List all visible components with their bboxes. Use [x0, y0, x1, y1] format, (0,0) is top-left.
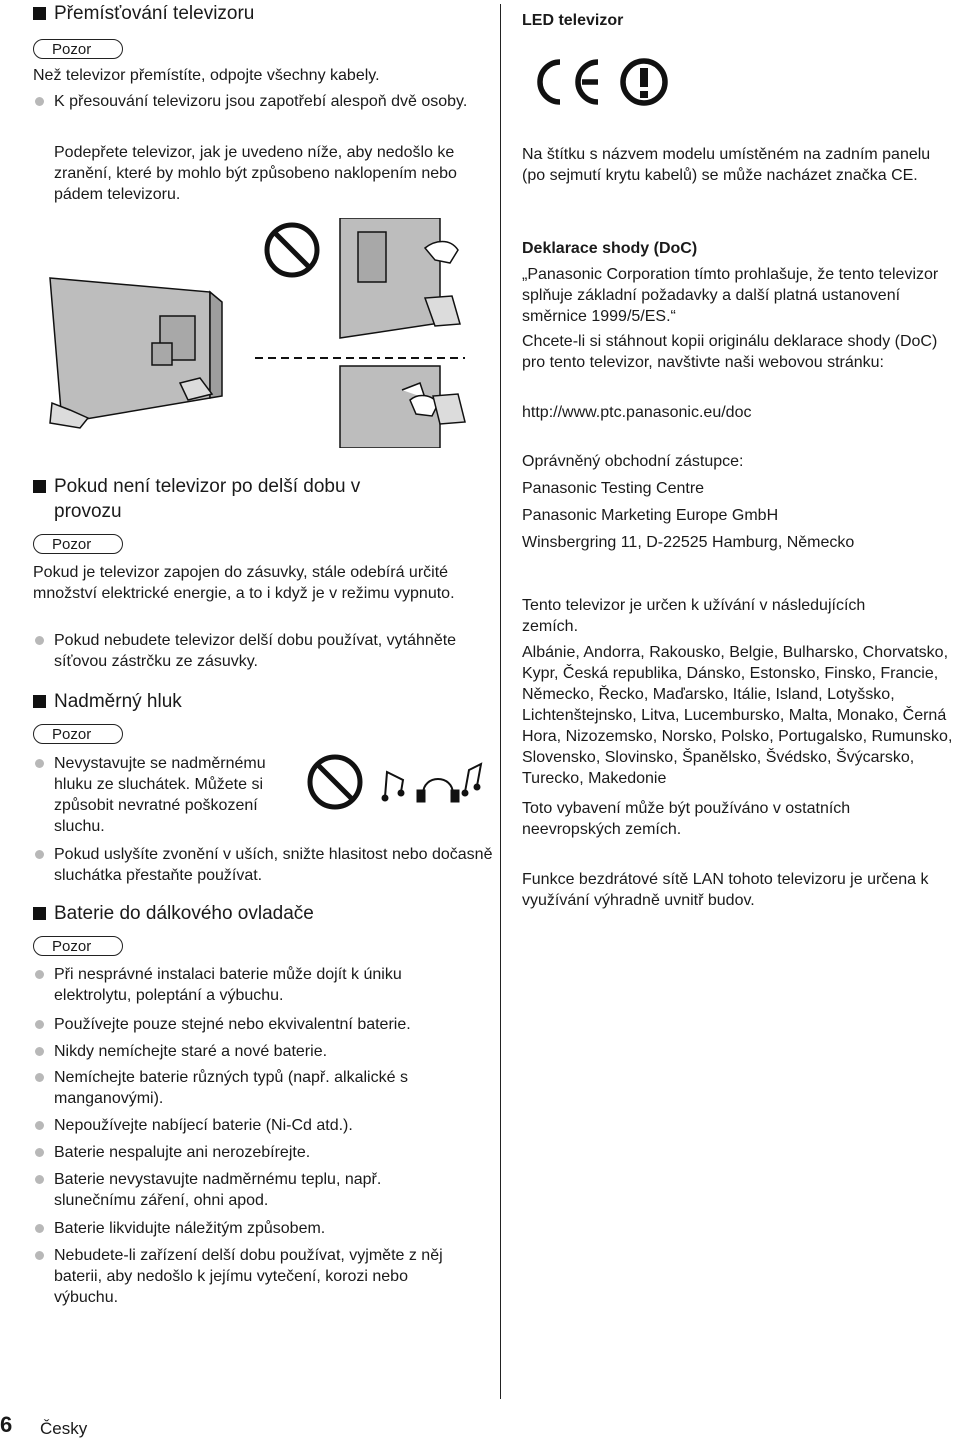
moving-bullet: K přesouvání televizoru jsou zapotřebí alespoň dvě osoby. [33, 91, 474, 112]
doc-url-link[interactable]: http://www.ptc.panasonic.eu/doc [522, 404, 752, 421]
countries-intro: Tento televizor je určen k užívání v následujících zemích. [522, 597, 866, 635]
rep-line-3: Winsbergring 11, D-22525 Hamburg, Německo [522, 534, 855, 551]
battery-bullet: Baterie nespalujte ani nerozebírejte. [33, 1142, 484, 1163]
battery-bullet: Nikdy nemíchejte staré a nové baterie. [33, 1041, 484, 1062]
battery-bullet: Používejte pouze stejné nebo ekvivalentní baterie. [33, 1014, 484, 1035]
heading-text: Nadměrný hluk [54, 691, 182, 712]
section-heading-batteries [33, 901, 314, 926]
other-countries-note: Toto vybavení může být používáno v ostatních neevropských zemích. [522, 800, 851, 838]
rep-line-2: Panasonic Marketing Europe GmbH [522, 507, 779, 524]
moving-intro: Než televizor přemístíte, odpojte všechny kabely. [33, 67, 380, 84]
page-number: 6 [0, 1412, 13, 1437]
unused-intro: Pokud je televizor zapojen do zásuvky, stále odebírá určité množství elektrické energie, a to i když je v režimu vypnuto. [33, 564, 455, 602]
battery-bullet: Baterie nevystavujte nadměrnému teplu, např. slunečnímu záření, ohni apod. [33, 1169, 449, 1211]
caution-label: Pozor [33, 534, 123, 554]
heading-text: Baterie do dálkového ovladače [54, 903, 314, 924]
doc-download-text: Chcete-li si stáhnout kopii originálu deklarace shody (DoC) pro tento televizor, navštivte naši webovou stránku: [522, 333, 938, 371]
tv-moving-illustration [40, 218, 470, 448]
headphones-prohibited-illustration [305, 752, 485, 812]
doc-title: Deklarace shody (DoC) [522, 240, 698, 257]
rep-line-1: Panasonic Testing Centre [522, 480, 705, 497]
rep-label: Oprávněný obchodní zástupce: [522, 453, 744, 470]
wlan-note: Funkce bezdrátové sítě LAN tohoto televizoru je určena k využívání výhradně uvnitř budov. [522, 871, 929, 909]
noise-bullet: Nevystavujte se nadměrnému hluku ze sluchátek. Můžete si způsobit nevratné poškození sluchu. [33, 753, 304, 837]
footer-language: Česky [40, 1419, 88, 1438]
battery-bullet: Nebudete-li zařízení delší dobu používat, vyjměte z něj baterii, aby nedošlo k jejímu vytečení, korozi nebo výbuchu. [33, 1245, 464, 1308]
section-heading-unused [33, 474, 473, 524]
led-tv-title: LED televizor [522, 12, 624, 29]
ce-note: Na štítku s názvem modelu umístěném na zadním panelu (po sejmutí krytu kabelů) se může nacházet značka CE. [522, 146, 931, 184]
heading-text: Přemísťování televizoru [54, 3, 255, 24]
square-bullet-icon [33, 907, 46, 920]
column-divider [500, 4, 501, 1399]
section-heading-noise [33, 689, 182, 714]
battery-bullet: Při nesprávné instalaci baterie může dojít k úniku elektrolytu, poleptání a výbuchu. [33, 964, 474, 1006]
unused-bullet: Pokud nebudete televizor delší dobu používat, vytáhněte síťovou zástrčku ze zásuvky. [33, 630, 474, 672]
battery-bullet: Nepoužívejte nabíjecí baterie (Ni-Cd atd.). [33, 1115, 484, 1136]
ce-alert-mark-icon [522, 56, 672, 108]
section-heading-moving [33, 1, 254, 26]
square-bullet-icon [33, 480, 46, 493]
noise-bullet-2: Pokud uslyšíte zvonění v uších, snižte hlasitost nebo dočasně sluchátka přestaňte používat. [33, 844, 494, 886]
battery-bullet: Nemíchejte baterie různých typů (např. alkalické s manganovými). [33, 1067, 479, 1109]
caution-label: Pozor [33, 724, 123, 744]
moving-support-text: Podepřete televizor, jak je uvedeno níže, aby nedošlo ke zranění, které by mohlo být způsobeno naklopením nebo pádem televizoru. [54, 144, 457, 203]
caution-label: Pozor [33, 936, 123, 956]
square-bullet-icon [33, 695, 46, 708]
square-bullet-icon [33, 7, 46, 20]
caution-label: Pozor [33, 39, 123, 59]
doc-statement: „Panasonic Corporation tímto prohlašuje, že tento televizor splňuje základní požadavky a další platná ustanovení směrnice 1999/5/ES.“ [522, 266, 939, 325]
battery-bullet: Baterie likvidujte náležitým způsobem. [33, 1218, 484, 1239]
countries-list: Albánie, Andorra, Rakousko, Belgie, Bulharsko, Chorvatsko, Kypr, Česká republika, Dánsko, Estonsko, Finsko, Francie, Německo, Řecko, Maďarsko, Itálie, Island, Lotyšsko, Lichtenštejnsko, Litva, Lucembursko, Malta, Monako, Černá Hora, Nizozemsko, Norsko, Polsko, Portugalsko, Rumunsko, Slovensko, Slovinsko, Španělsko, Švédsko, Švýcarsko, Turecko, Makedonie [522, 644, 953, 787]
heading-text: Pokud není televizor po delší dobu v provozu [54, 476, 361, 522]
